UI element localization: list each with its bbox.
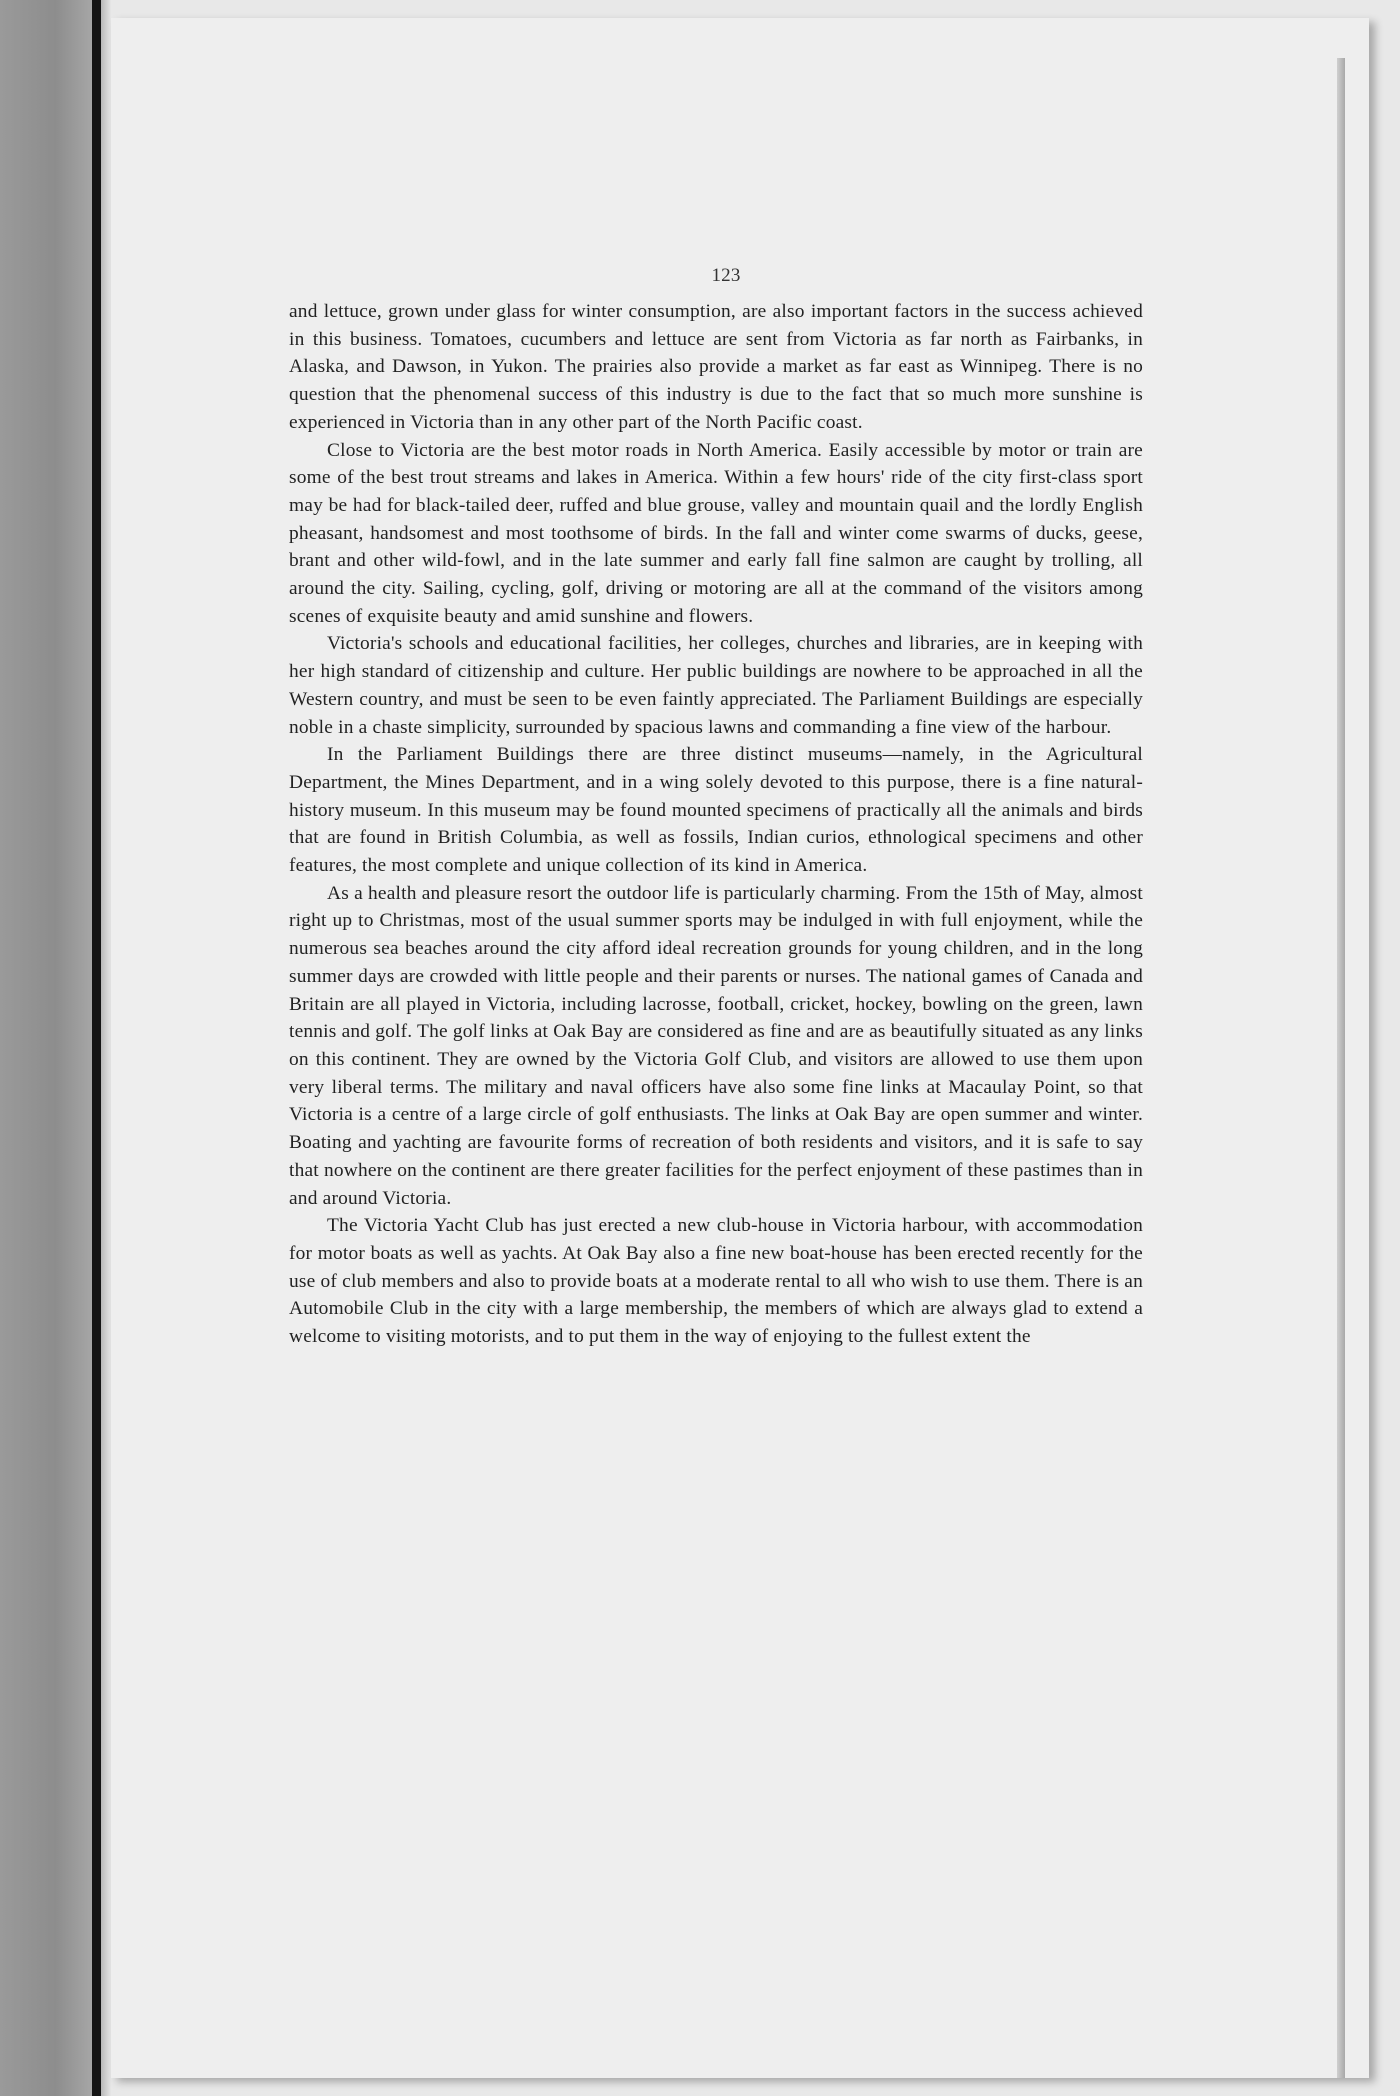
page-text-block	[289, 264, 1143, 1351]
page-right-edge	[1337, 58, 1345, 2078]
paragraph-outdoor-life: As a health and pleasure resort the outdoor life is particularly charming. From the 15th of May, almost right up to Christmas, most of the usual summer sports may be indulged in with full enjoyment, while the numerous sea beaches around the city afford ideal recreation grounds for young children, and in the long summer days are crowded with little people and their parents or nurses. The national games of Canada and Britain are all played in Victoria, including lacrosse, football, cricket, hockey, bowling on the green, lawn tennis and golf. The golf links at Oak Bay are considered as fine and are as beautifully situated as any links on this continent. They are owned by the Victoria Golf Club, and visitors are allowed to use them upon very liberal terms. The military and naval officers have also some fine links at Macaulay Point, so that Victoria is a centre of a large circle of golf enthusiasts. The links at Oak Bay are open summer and winter. Boating and yachting are favourite forms of recreation of both residents and visitors, and it is safe to say that nowhere on the continent are there greater facilities for the perfect enjoyment of these pastimes than in and around Victoria.	[289, 882, 1143, 1209]
gutter-shadow	[101, 0, 111, 2096]
binding-edge	[92, 0, 101, 2096]
book-spine	[0, 0, 92, 2096]
paragraph-sport: Close to Victoria are the best motor roads in North America. Easily accessible by motor or train are some of the best trout streams and lakes in America. Within a few hours' ride of the city first-class sport may be had for black-tailed deer, ruffed and blue grouse, valley and mountain quail and the lordly English pheasant, handsomest and most toothsome of birds. In the fall and winter come swarms of ducks, geese, brant and other wild-fowl, and in the late summer and early fall fine salmon are caught by trolling, all around the city. Sailing, cycling, golf, driving or motoring are all at the command of the visitors among scenes of exquisite beauty and amid sunshine and flowers.	[289, 439, 1143, 627]
paragraph-produce: and lettuce, grown under glass for winter consumption, are also important factors in the success achieved in this business. Tomatoes, cucumbers and lettuce are sent from Victoria as far north as Fairbanks, in Alaska, and Dawson, in Yukon. The prairies also provide a market as far east as Winnipeg. There is no question that the phenomenal success of this industry is due to the fact that so much more sunshine is experienced in Victoria than in any other part of the North Pacific coast.	[289, 301, 1143, 433]
paragraph-schools: Victoria's schools and educational facilities, her colleges, churches and libraries, are in keeping with her high standard of citizenship and culture. Her public buildings are nowhere to be approached in all the Western country, and must be seen to be even faintly appreciated. The Parliament Buildings are especially noble in a chaste simplicity, surrounded by spacious lawns and commanding a fine view of the harbour.	[289, 633, 1143, 738]
paragraph-museums: In the Parliament Buildings there are three distinct museums—namely, in the Agricultural Department, the Mines Department, and in a wing solely devoted to this purpose, there is a fine natural-history museum. In this museum may be found mounted specimens of practically all the animals and birds that are found in British Columbia, as well as fossils, Indian curios, ethnological specimens and other features, the most complete and unique collection of its kind in America.	[289, 744, 1143, 877]
paragraph-yacht-club: The Victoria Yacht Club has just erected a new club-house in Victoria harbour, with accommodation for motor boats as well as yachts. At Oak Bay also a fine new boat-house has been erected recently for the use of club members and also to provide boats at a moderate rental to all who wish to use them. There is an Automobile Club in the city with a large membership, the members of which are always glad to extend a welcome to visiting motorists, and to put them in the way of enjoying to the fullest extent the	[289, 1215, 1143, 1348]
page-number: 123	[711, 265, 741, 286]
